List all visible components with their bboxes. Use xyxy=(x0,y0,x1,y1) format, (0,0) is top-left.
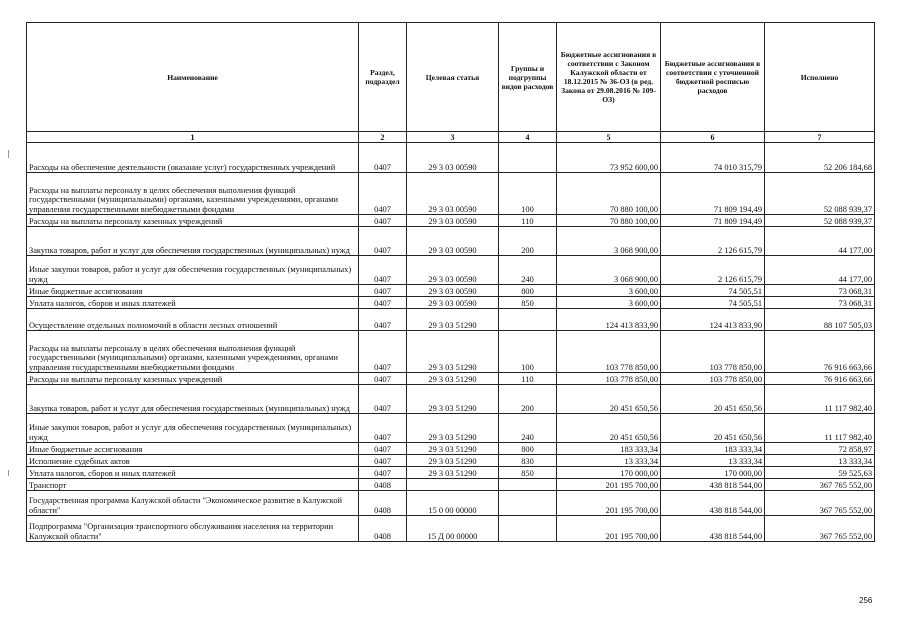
table-row xyxy=(27,516,875,542)
row-budget-law: 201 195 700,00 xyxy=(557,491,661,516)
row-budget-refined: 13 333,34 xyxy=(661,455,765,467)
row-budget-refined: 438 818 544,00 xyxy=(661,491,765,516)
table-row xyxy=(27,256,875,285)
row-budget-refined: 74 505,51 xyxy=(661,285,765,297)
row-section: 0407 xyxy=(359,385,407,414)
row-executed: 367 765 552,00 xyxy=(765,516,875,542)
column-number: 1 xyxy=(27,132,359,143)
row-expense-group: 850 xyxy=(499,297,557,309)
header-name: Наименование xyxy=(27,23,359,132)
table-row xyxy=(27,143,875,173)
row-budget-law: 3 600,00 xyxy=(557,297,661,309)
row-budget-refined: 74 505,51 xyxy=(661,297,765,309)
column-number: 2 xyxy=(359,132,407,143)
row-budget-refined: 74 010 315,79 xyxy=(661,143,765,173)
row-section: 0407 xyxy=(359,373,407,385)
row-name: Иные бюджетные ассигнования xyxy=(27,285,359,297)
row-expense-group: 240 xyxy=(499,414,557,443)
row-budget-law: 20 451 650,56 xyxy=(557,414,661,443)
row-budget-law: 73 952 600,00 xyxy=(557,143,661,173)
row-expense-group: 100 xyxy=(499,331,557,373)
row-budget-refined: 2 126 615,79 xyxy=(661,256,765,285)
header-budget: Бюджетные ассигнования в соответствии с Законом Калужской области от 18.12.2015 № 36-ОЗ (в ред. Закона от 29.08.2016 № 109-ОЗ) xyxy=(557,23,661,132)
page-number: 256 xyxy=(859,596,873,605)
scan-edge-mark xyxy=(8,150,9,158)
table-row xyxy=(27,309,875,331)
row-name: Подпрограмма "Организация транспортного обслуживания населения на территории Калужской области" xyxy=(27,516,359,542)
row-section: 0407 xyxy=(359,215,407,227)
column-number: 3 xyxy=(407,132,499,143)
row-section: 0407 xyxy=(359,297,407,309)
row-budget-refined: 2 126 615,79 xyxy=(661,227,765,256)
row-target-article: 15 0 00 00000 xyxy=(407,491,499,516)
header-section: Раздел, подраздел xyxy=(359,23,407,132)
row-expense-group: 200 xyxy=(499,385,557,414)
row-name: Расходы на выплаты персоналу казенных учреждений xyxy=(27,215,359,227)
table-row xyxy=(27,297,875,309)
row-target-article: 29 3 03 00590 xyxy=(407,285,499,297)
row-name: Исполнение судебных актов xyxy=(27,455,359,467)
row-budget-law: 183 333,34 xyxy=(557,443,661,455)
row-budget-refined: 71 809 194,49 xyxy=(661,173,765,215)
row-budget-law: 70 880 100,00 xyxy=(557,173,661,215)
table-row xyxy=(27,173,875,215)
scan-edge-mark xyxy=(8,470,9,476)
row-executed: 367 765 552,00 xyxy=(765,491,875,516)
row-name: Транспорт xyxy=(27,479,359,491)
row-expense-group: 240 xyxy=(499,256,557,285)
row-section: 0407 xyxy=(359,309,407,331)
column-number: 7 xyxy=(765,132,875,143)
row-executed: 76 916 663,66 xyxy=(765,331,875,373)
row-name: Закупка товаров, работ и услуг для обеспечения государственных (муниципальных) нужд xyxy=(27,385,359,414)
row-name: Расходы на выплаты персоналу в целях обеспечения выполнения функций государственными (муниципальными) органами, казенными учреждениями, органами управления государственными внебюджетными фондами xyxy=(27,173,359,215)
table-row xyxy=(27,479,875,491)
row-expense-group: 100 xyxy=(499,173,557,215)
table-row xyxy=(27,331,875,373)
row-executed: 88 107 505,03 xyxy=(765,309,875,331)
row-section: 0407 xyxy=(359,467,407,479)
row-target-article: 29 3 03 00590 xyxy=(407,143,499,173)
header-executed: Исполнено xyxy=(765,23,875,132)
row-expense-group: 110 xyxy=(499,373,557,385)
row-section: 0407 xyxy=(359,455,407,467)
row-target-article: 29 3 03 51290 xyxy=(407,414,499,443)
row-budget-law: 124 413 833,90 xyxy=(557,309,661,331)
row-executed: 13 333,34 xyxy=(765,455,875,467)
row-executed: 72 858,97 xyxy=(765,443,875,455)
table-header-row xyxy=(27,23,875,132)
row-executed: 52 088 939,37 xyxy=(765,215,875,227)
row-expense-group: 200 xyxy=(499,227,557,256)
row-budget-law: 201 195 700,00 xyxy=(557,479,661,491)
row-section: 0408 xyxy=(359,479,407,491)
row-target-article: 15 Д 00 00000 xyxy=(407,516,499,542)
row-expense-group: 110 xyxy=(499,215,557,227)
row-executed: 11 117 982,40 xyxy=(765,414,875,443)
budget-table xyxy=(26,22,875,542)
table-row xyxy=(27,414,875,443)
row-name: Расходы на выплаты персоналу казенных учреждений xyxy=(27,373,359,385)
row-executed: 52 088 939,37 xyxy=(765,173,875,215)
row-expense-group: 800 xyxy=(499,285,557,297)
row-section: 0407 xyxy=(359,227,407,256)
row-name: Осуществление отдельных полномочий в области лесных отношений xyxy=(27,309,359,331)
row-expense-group xyxy=(499,491,557,516)
row-target-article: 29 3 03 00590 xyxy=(407,173,499,215)
row-budget-law: 103 778 850,00 xyxy=(557,331,661,373)
row-budget-law: 3 600,00 xyxy=(557,285,661,297)
column-number: 6 xyxy=(661,132,765,143)
row-target-article: 29 3 03 00590 xyxy=(407,297,499,309)
row-name: Иные закупки товаров, работ и услуг для обеспечения государственных (муниципальных) нужд xyxy=(27,414,359,443)
row-name: Расходы на обеспечение деятельности (оказание услуг) государственных учреждений xyxy=(27,143,359,173)
row-section: 0407 xyxy=(359,331,407,373)
column-number: 5 xyxy=(557,132,661,143)
row-budget-refined: 103 778 850,00 xyxy=(661,331,765,373)
row-name: Расходы на выплаты персоналу в целях обеспечения выполнения функций государственными (муниципальными) органами, казенными учреждениями, органами управления государственными внебюджетными фондами xyxy=(27,331,359,373)
row-budget-refined: 438 818 544,00 xyxy=(661,479,765,491)
column-number-row xyxy=(27,132,875,143)
row-target-article: 29 3 03 00590 xyxy=(407,227,499,256)
row-target-article: 29 3 03 51290 xyxy=(407,373,499,385)
row-budget-law: 70 880 100,00 xyxy=(557,215,661,227)
row-expense-group xyxy=(499,143,557,173)
row-budget-law: 20 451 650,56 xyxy=(557,385,661,414)
row-budget-law: 13 333,34 xyxy=(557,455,661,467)
row-executed: 52 206 184,68 xyxy=(765,143,875,173)
row-expense-group: 830 xyxy=(499,455,557,467)
row-budget-refined: 183 333,34 xyxy=(661,443,765,455)
row-budget-refined: 124 413 833,90 xyxy=(661,309,765,331)
row-executed: 73 068,31 xyxy=(765,285,875,297)
row-budget-law: 3 068 900,00 xyxy=(557,227,661,256)
row-executed: 59 525,63 xyxy=(765,467,875,479)
row-budget-refined: 438 818 544,00 xyxy=(661,516,765,542)
row-expense-group: 800 xyxy=(499,443,557,455)
table-row xyxy=(27,455,875,467)
row-section: 0408 xyxy=(359,516,407,542)
row-executed: 73 068,31 xyxy=(765,297,875,309)
row-target-article: 29 3 03 00590 xyxy=(407,215,499,227)
header-target: Целевая статья xyxy=(407,23,499,132)
row-budget-refined: 170 000,00 xyxy=(661,467,765,479)
row-name: Закупка товаров, работ и услуг для обеспечения государственных (муниципальных) нужд xyxy=(27,227,359,256)
row-target-article: 29 3 03 51290 xyxy=(407,385,499,414)
table-row xyxy=(27,443,875,455)
row-section: 0407 xyxy=(359,143,407,173)
row-section: 0407 xyxy=(359,256,407,285)
row-target-article: 29 3 03 51290 xyxy=(407,443,499,455)
row-executed: 367 765 552,00 xyxy=(765,479,875,491)
table-row xyxy=(27,491,875,516)
row-target-article: 29 3 03 51290 xyxy=(407,309,499,331)
row-budget-refined: 103 778 850,00 xyxy=(661,373,765,385)
table-row xyxy=(27,215,875,227)
header-refined: Бюджетные ассигнования в соответствии с уточненной бюджетной росписью расходов xyxy=(661,23,765,132)
row-section: 0407 xyxy=(359,285,407,297)
row-expense-group xyxy=(499,516,557,542)
row-budget-law: 170 000,00 xyxy=(557,467,661,479)
row-section: 0407 xyxy=(359,173,407,215)
table-row xyxy=(27,385,875,414)
row-section: 0407 xyxy=(359,414,407,443)
table-row xyxy=(27,467,875,479)
row-name: Уплата налогов, сборов и иных платежей xyxy=(27,467,359,479)
row-target-article: 29 3 03 00590 xyxy=(407,256,499,285)
table-row xyxy=(27,227,875,256)
row-expense-group xyxy=(499,309,557,331)
row-budget-law: 103 778 850,00 xyxy=(557,373,661,385)
row-section: 0408 xyxy=(359,491,407,516)
row-name: Государственная программа Калужской области "Экономическое развитие в Калужской области" xyxy=(27,491,359,516)
row-target-article: 29 3 03 51290 xyxy=(407,455,499,467)
row-expense-group: 850 xyxy=(499,467,557,479)
row-budget-refined: 20 451 650,56 xyxy=(661,385,765,414)
row-name: Уплата налогов, сборов и иных платежей xyxy=(27,297,359,309)
row-section: 0407 xyxy=(359,443,407,455)
row-name: Иные бюджетные ассигнования xyxy=(27,443,359,455)
row-executed: 44 177,00 xyxy=(765,227,875,256)
row-expense-group xyxy=(499,479,557,491)
row-executed: 44 177,00 xyxy=(765,256,875,285)
table-row xyxy=(27,285,875,297)
row-target-article xyxy=(407,479,499,491)
row-target-article: 29 3 03 51290 xyxy=(407,331,499,373)
row-budget-refined: 20 451 650,56 xyxy=(661,414,765,443)
row-executed: 76 916 663,66 xyxy=(765,373,875,385)
row-budget-refined: 71 809 194,49 xyxy=(661,215,765,227)
row-target-article: 29 3 03 51290 xyxy=(407,467,499,479)
table-row xyxy=(27,373,875,385)
row-name: Иные закупки товаров, работ и услуг для обеспечения государственных (муниципальных) нужд xyxy=(27,256,359,285)
row-budget-law: 3 068 900,00 xyxy=(557,256,661,285)
row-executed: 11 117 982,40 xyxy=(765,385,875,414)
row-budget-law: 201 195 700,00 xyxy=(557,516,661,542)
column-number: 4 xyxy=(499,132,557,143)
header-group: Группы и подгруппы видов расходов xyxy=(499,23,557,132)
